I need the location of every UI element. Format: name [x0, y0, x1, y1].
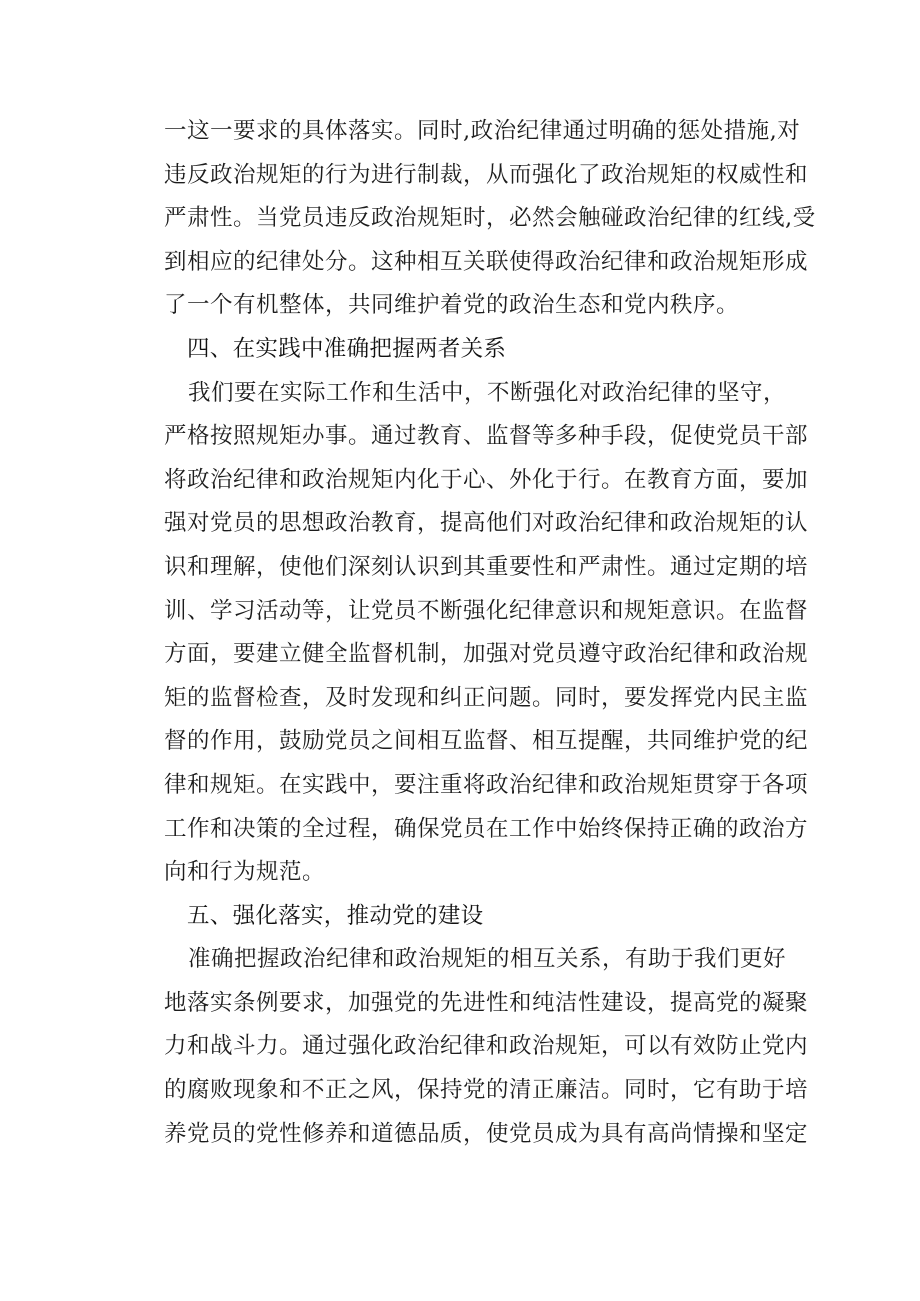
body-text-line: 工作和决策的全过程，确保党员在工作中始终保持正确的政治方 — [164, 815, 809, 842]
body-text-line: 矩的监督检查，及时发现和纠正问题。同时，要发挥党内民主监 — [164, 684, 809, 711]
body-text-line: 识和理解，使他们深刻认识到其重要性和严肃性。通过定期的培 — [164, 553, 809, 580]
body-text-line: 方面，要建立健全监督机制，加强对党员遵守政治纪律和政治规 — [164, 641, 809, 668]
body-text-line: 地落实条例要求，加强党的先进性和纯洁性建设，提高党的凝聚 — [164, 989, 809, 1016]
body-text-line: 力和战斗力。通过强化政治纪律和政治规矩，可以有效防止党内 — [164, 1033, 809, 1060]
body-text-line: 督的作用，鼓励党员之间相互监督、相互提醒，共同维护党的纪 — [164, 728, 809, 755]
document-body — [164, 110, 816, 1156]
body-text-line: 律和规矩。在实践中，要注重将政治纪律和政治规矩贯穿于各项 — [164, 771, 809, 798]
section-heading-5: 五、强化落实，推动党的建设 — [187, 902, 484, 929]
body-text-line: 将政治纪律和政治规矩内化于心、外化于行。在教育方面，要加 — [164, 466, 809, 493]
body-text-line: 了一个有机整体，共同维护着党的政治生态和党内秩序。 — [164, 292, 740, 319]
body-text-line: 违反政治规矩的行为进行制裁，从而强化了政治规矩的权威性和 — [164, 161, 809, 188]
body-text-line: 一这一要求的具体落实。同时,政治纪律通过明确的惩处措施,对 — [164, 118, 801, 144]
body-text-line: 强对党员的思想政治教育，提高他们对政治纪律和政治规矩的认 — [164, 510, 809, 537]
body-text-line: 我们要在实际工作和生活中，不断强化对政治纪律的坚守， — [188, 379, 787, 406]
body-text-line: 严格按照规矩办事。通过教育、监督等多种手段，促使党员干部 — [164, 423, 809, 450]
body-text-line: 准确把握政治纪律和政治规矩的相互关系，有助于我们更好 — [188, 946, 787, 973]
body-text-line: 向和行为规范。 — [164, 859, 326, 886]
section-heading-4: 四、在实践中准确把握两者关系 — [187, 335, 507, 362]
body-text-line: 的腐败现象和不正之风，保持党的清正廉洁。同时，它有助于培 — [164, 1077, 809, 1104]
body-text-line: 到相应的纪律处分。这种相互关联使得政治纪律和政治规矩形成 — [164, 248, 809, 275]
body-text-line: 养党员的党性修养和道德品质，使党员成为具有高尚情操和坚定 — [164, 1120, 809, 1147]
body-text-line: 严肃性。当党员违反政治规矩时，必然会触碰政治纪律的红线,受 — [164, 205, 816, 232]
body-text-line: 训、学习活动等，让党员不断强化纪律意识和规矩意识。在监督 — [164, 597, 809, 624]
